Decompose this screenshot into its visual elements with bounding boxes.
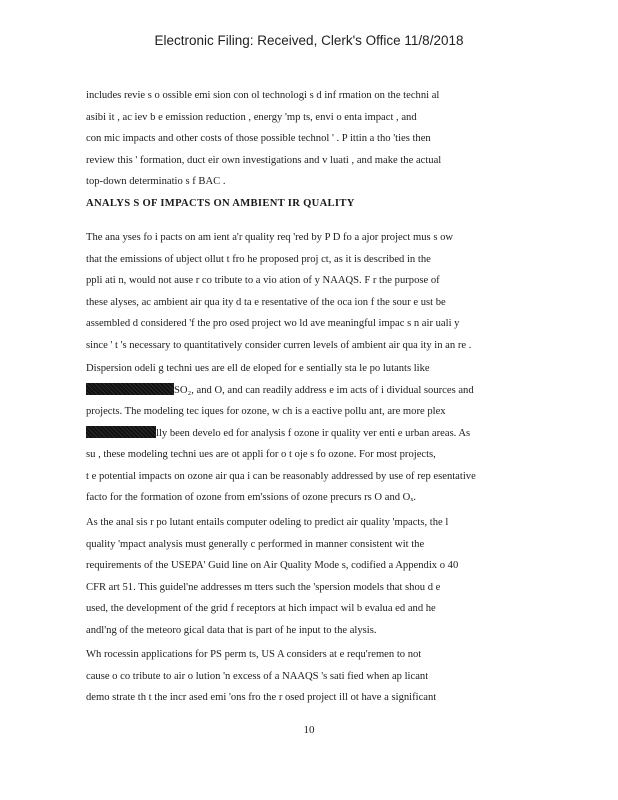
text-line: Wh rocessin applications for PS perm ts, US A considers at e requ'remen to not bbox=[86, 649, 422, 660]
section-heading: ANALYS S OF IMPACTS ON AMBIENT IR QUALITY bbox=[86, 198, 355, 209]
page-number: 10 bbox=[303, 724, 315, 736]
filing-header: Electronic Filing: Received, Clerk's Office 11/8/2018 bbox=[154, 33, 464, 48]
text-line: con mic impacts and other costs of those possible technol ' . P ittin a tho 'ties then bbox=[86, 133, 431, 144]
text-line: As the anal sis r po lutant entails computer odeling to predict air quality 'mpacts, the l bbox=[86, 517, 449, 528]
text-line: these alyses, ac ambient air qua ity d ta e resentative of the oca ion f the sour e ust be bbox=[86, 296, 446, 308]
text-line: facto for the formation of ozone from em'ssions of ozone precurs rs O and Oₓ. bbox=[86, 492, 417, 503]
text-line: includes revie s o ossible emi sion con ol technologi s d inf rmation on the techni al bbox=[86, 90, 440, 101]
text-line bbox=[86, 423, 534, 445]
text-line: cause o co tribute to air o lution 'n excess of a NAAQS 's sati fied when ap licant bbox=[86, 670, 429, 682]
text-line: The ana yses fo i pacts on am ient a'r quality req 'red by P D fo a ajor project mus s ow bbox=[86, 232, 454, 243]
paragraph-1 bbox=[86, 85, 534, 193]
text-line: top-down determinatio s f BAC . bbox=[86, 176, 226, 187]
text-line: that the emissions of ubject ollut t fro he proposed proj ct, as it is described in the bbox=[86, 253, 431, 265]
text-line: used, the development of the grid f receptors at hich impact wil b evalua ed and he bbox=[86, 603, 436, 614]
paragraph-3 bbox=[86, 358, 534, 509]
redaction-block bbox=[86, 383, 174, 395]
text-line: demo strate th t the incr ased emi 'ons fro the r osed project ill ot have a significant bbox=[86, 692, 437, 703]
text-line: projects. The modeling tec iques for ozone, w ch is a eactive pollu ant, are more plex bbox=[86, 406, 446, 417]
text-line: t e potential impacts on ozone air qua i can be reasonably addressed by use of rep esentative bbox=[86, 470, 476, 482]
text-line: andl'ng of the meteoro gical data that is part of he input to the alysis. bbox=[86, 624, 377, 636]
text-line bbox=[86, 380, 534, 402]
text-line: since ' t 's necessary to quantitatively consider curren levels of ambient air qua ity in an re . bbox=[86, 339, 472, 351]
paragraph-4 bbox=[86, 512, 534, 641]
text-line: quality 'mpact analysis must generally c performed in manner consistent wit the bbox=[86, 538, 425, 550]
text-line: asibi it , ac iev b e emission reduction , energy 'mp ts, envi o enta impact , and bbox=[86, 111, 417, 123]
text-line: requirements of the USEPA' Guid line on Air Quality Mode s, codified a Appendix o 40 bbox=[86, 560, 459, 571]
text-segment: lly been develo ed for analysis f ozone ir quality ver enti e urban areas. As bbox=[156, 427, 471, 439]
text-line: review this ' formation, duct eir own investigations and v luati , and make the actual bbox=[86, 154, 442, 166]
text-line: su , these modeling techni ues are ot appli for o t oje s fo ozone. For most projects, bbox=[86, 449, 436, 460]
paragraph-5 bbox=[86, 644, 534, 709]
text-line: Dispersion odeli g techni ues are ell de eloped for e sentially sta le po lutants like bbox=[86, 363, 430, 374]
text-line: CFR art 51. This guidel'ne addresses m tters such the 'spersion models that shou d e bbox=[86, 581, 441, 593]
text-line: assembled d considered 'f the pro osed project wo ld ave meaningful impac s n air uali y bbox=[86, 318, 460, 329]
text-line: ppli ati n, would not ause r co tribute to a vio ation of y NAAQS. F r the purpose of bbox=[86, 275, 440, 286]
text-segment: SO₂, and O, and can readily address e im acts of i dividual sources and bbox=[174, 384, 474, 396]
paragraph-2 bbox=[86, 227, 534, 356]
redaction-block bbox=[86, 426, 156, 438]
